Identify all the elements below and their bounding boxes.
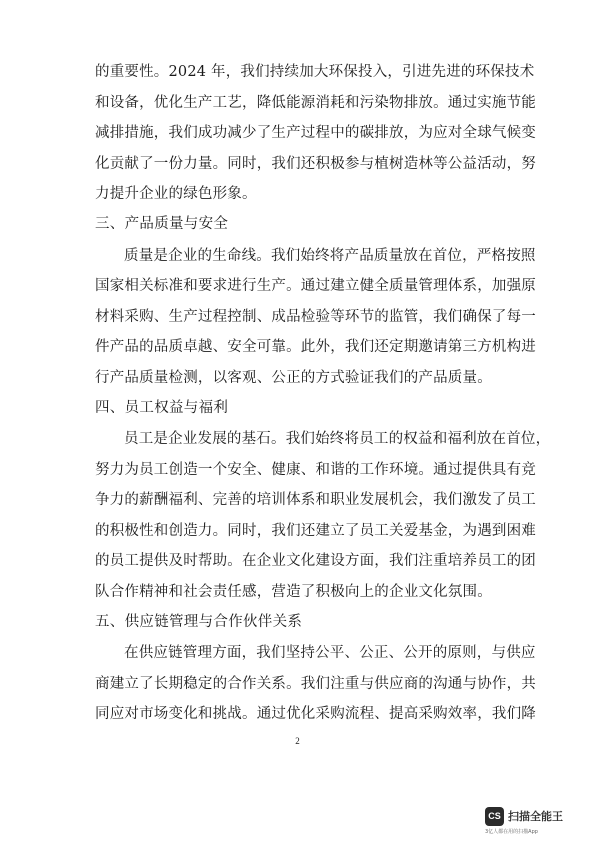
body-line: 商建立了长期稳定的合作关系。我们注重与供应商的沟通与协作，共 xyxy=(95,676,536,692)
body-line: 质量是企业的生命线。我们始终将产品质量放在首位，严格按照 xyxy=(124,248,536,264)
body-line: 国家相关标准和要求进行生产。通过建立健全质量管理体系，加强原 xyxy=(95,278,536,294)
body-line: 同应对市场变化和挑战。通过优化采购流程、提高采购效率，我们降 xyxy=(95,706,536,722)
body-line: 队合作精神和社会责任感，营造了积极向上的企业文化氛围。 xyxy=(95,584,492,600)
body-line: 材料采购、生产过程控制、成品检验等环节的监管，我们确保了每一 xyxy=(95,309,536,325)
body-line: 员工是企业发展的基石。我们始终将员工的权益和福利放在首位， xyxy=(124,431,551,447)
body-line: 减排措施，我们成功减少了生产过程中的碳排放，为应对全球气候变 xyxy=(95,125,536,141)
section-heading-supply: 五、供应链管理与合作伙伴关系 xyxy=(95,614,303,630)
body-line: 件产品的品质卓越、安全可靠。此外，我们还定期邀请第三方机构进 xyxy=(95,339,536,355)
body-line: 努力为员工创造一个安全、健康、和谐的工作环境。通过提供具有竞 xyxy=(95,462,536,478)
camscanner-logo-icon: CS xyxy=(485,807,504,826)
watermark-title: 扫描全能王 xyxy=(508,810,563,823)
body-line: 力提升企业的绿色形象。 xyxy=(95,186,257,202)
body-line: 的员工提供及时帮助。在企业文化建设方面，我们注重培养员工的团 xyxy=(95,553,536,569)
page-number: 2 xyxy=(295,736,300,746)
scanner-watermark xyxy=(485,806,587,836)
body-line: 和设备，优化生产工艺，降低能源消耗和污染物排放。通过实施节能 xyxy=(95,95,536,111)
body-line: 的重要性。2024 年，我们持续加大环保投入，引进先进的环保技术 xyxy=(95,64,535,80)
watermark-subtitle: 3亿人都在用的扫描App xyxy=(485,829,538,835)
body-line: 化贡献了一份力量。同时，我们还积极参与植树造林等公益活动，努 xyxy=(95,156,536,172)
body-line: 的积极性和创造力。同时，我们还建立了员工关爱基金，为遇到困难 xyxy=(95,523,536,539)
section-heading-staff: 四、员工权益与福利 xyxy=(95,400,229,416)
body-line: 在供应链管理方面，我们坚持公平、公正、公开的原则，与供应 xyxy=(124,645,536,661)
body-line: 争力的薪酬福利、完善的培训体系和职业发展机会，我们激发了员工 xyxy=(95,492,536,508)
section-heading-quality: 三、产品质量与安全 xyxy=(95,216,229,232)
body-line: 行产品质量检测，以客观、公正的方式验证我们的产品质量。 xyxy=(95,370,492,386)
